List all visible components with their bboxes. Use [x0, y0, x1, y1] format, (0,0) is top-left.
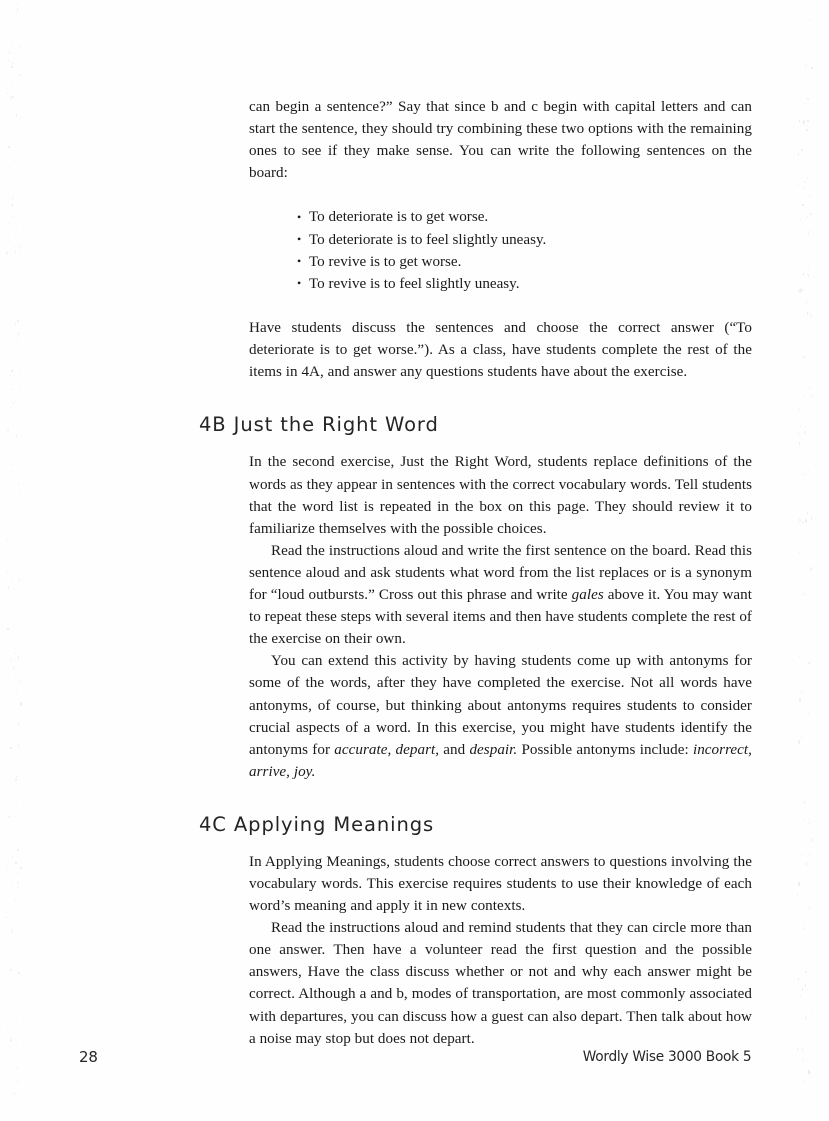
list-item: • To revive is to get worse. [297, 251, 752, 273]
example-sentence-list [297, 206, 752, 295]
scan-artifact-right-margin [797, 0, 813, 1121]
text-run: above it. You may want to repeat these steps with several items and then have students complete the rest of the exercise on their own. [249, 587, 753, 648]
spacer [199, 295, 752, 317]
page-number: 28 [79, 1048, 98, 1066]
text-run: Possible antonyms include: [517, 741, 693, 758]
intro-paragraph: can begin a sentence?” Say that since b and c begin with capital letters and can start the sentence, they should try combining these two options with the remaining ones to see if they make sense. You can write the following sentences on the board: [249, 99, 752, 182]
emphasized-term: gales [571, 587, 604, 604]
section-heading: 4C Applying Meanings [199, 812, 435, 836]
spacer [199, 184, 752, 206]
page-footer [0, 1048, 829, 1076]
emphasized-term: incorrect, arrive, joy. [249, 741, 752, 780]
spacer [199, 383, 752, 413]
text-run: Read the instructions aloud and write the first sentence on the board. Read this sentence aloud and ask students what word from the list replaces or is a synonym for “loud outbursts.” Cross out this phrase and write [249, 542, 752, 604]
list-item: • To deteriorate is to get worse. [297, 206, 752, 228]
book-title: Wordly Wise 3000 Book 5 [582, 1048, 751, 1065]
list-item: • To deteriorate is to feel slightly uneasy. [297, 229, 752, 251]
spacer [199, 837, 752, 851]
body-paragraph [249, 540, 752, 650]
body-paragraph: Read the instructions aloud and remind students that they can circle more than one answer. Then have a volunteer read the first question and the possible answers, Have the class discuss whether or not and why each answer might be correct. Although a and b, modes of transportation, are most commonly associated with departures, you can discuss how a guest can also depart. Then talk about how a noise may stop but does not depart. [249, 920, 752, 1047]
spacer [199, 437, 752, 451]
body-paragraph: In the second exercise, Just the Right Word, students replace definitions of the words as they appear in sentences with the correct vocabulary words. Tell students that the word list is repeated in the box on this page. They should review it to familiarize themselves with the possible choices. [249, 454, 752, 537]
text-run: and [439, 741, 470, 758]
spacer [199, 783, 752, 813]
text-run: You can extend this activity by having students come up with antonyms for some of the words, after they have completed the exercise. Not all words have antonyms, of course, but thinking about antonyms requires students to consider crucial aspects of a word. In this exercise, you might have students identify the antonyms for [249, 653, 752, 758]
scan-artifact-left-margin [6, 0, 22, 1121]
section-heading: 4B Just the Right Word [199, 413, 439, 437]
body-paragraph: In Applying Meanings, students choose correct answers to questions involving the vocabulary words. This exercise requires students to use their knowledge of each word’s meaning and apply it in new contexts. [249, 853, 752, 915]
list-item: • To revive is to feel slightly uneasy. [297, 273, 752, 295]
body-paragraph [249, 650, 752, 783]
page-content-column [199, 96, 752, 1050]
emphasized-term: accurate, depart, [334, 741, 440, 758]
after-bullets-paragraph: Have students discuss the sentences and choose the correct answer (“To deteriorate is to get worse.”). As a class, have students complete the rest of the items in 4A, and answer any questions students have about the exercise. [249, 320, 752, 381]
emphasized-term: despair. [469, 741, 518, 758]
sections-container [199, 383, 752, 1049]
